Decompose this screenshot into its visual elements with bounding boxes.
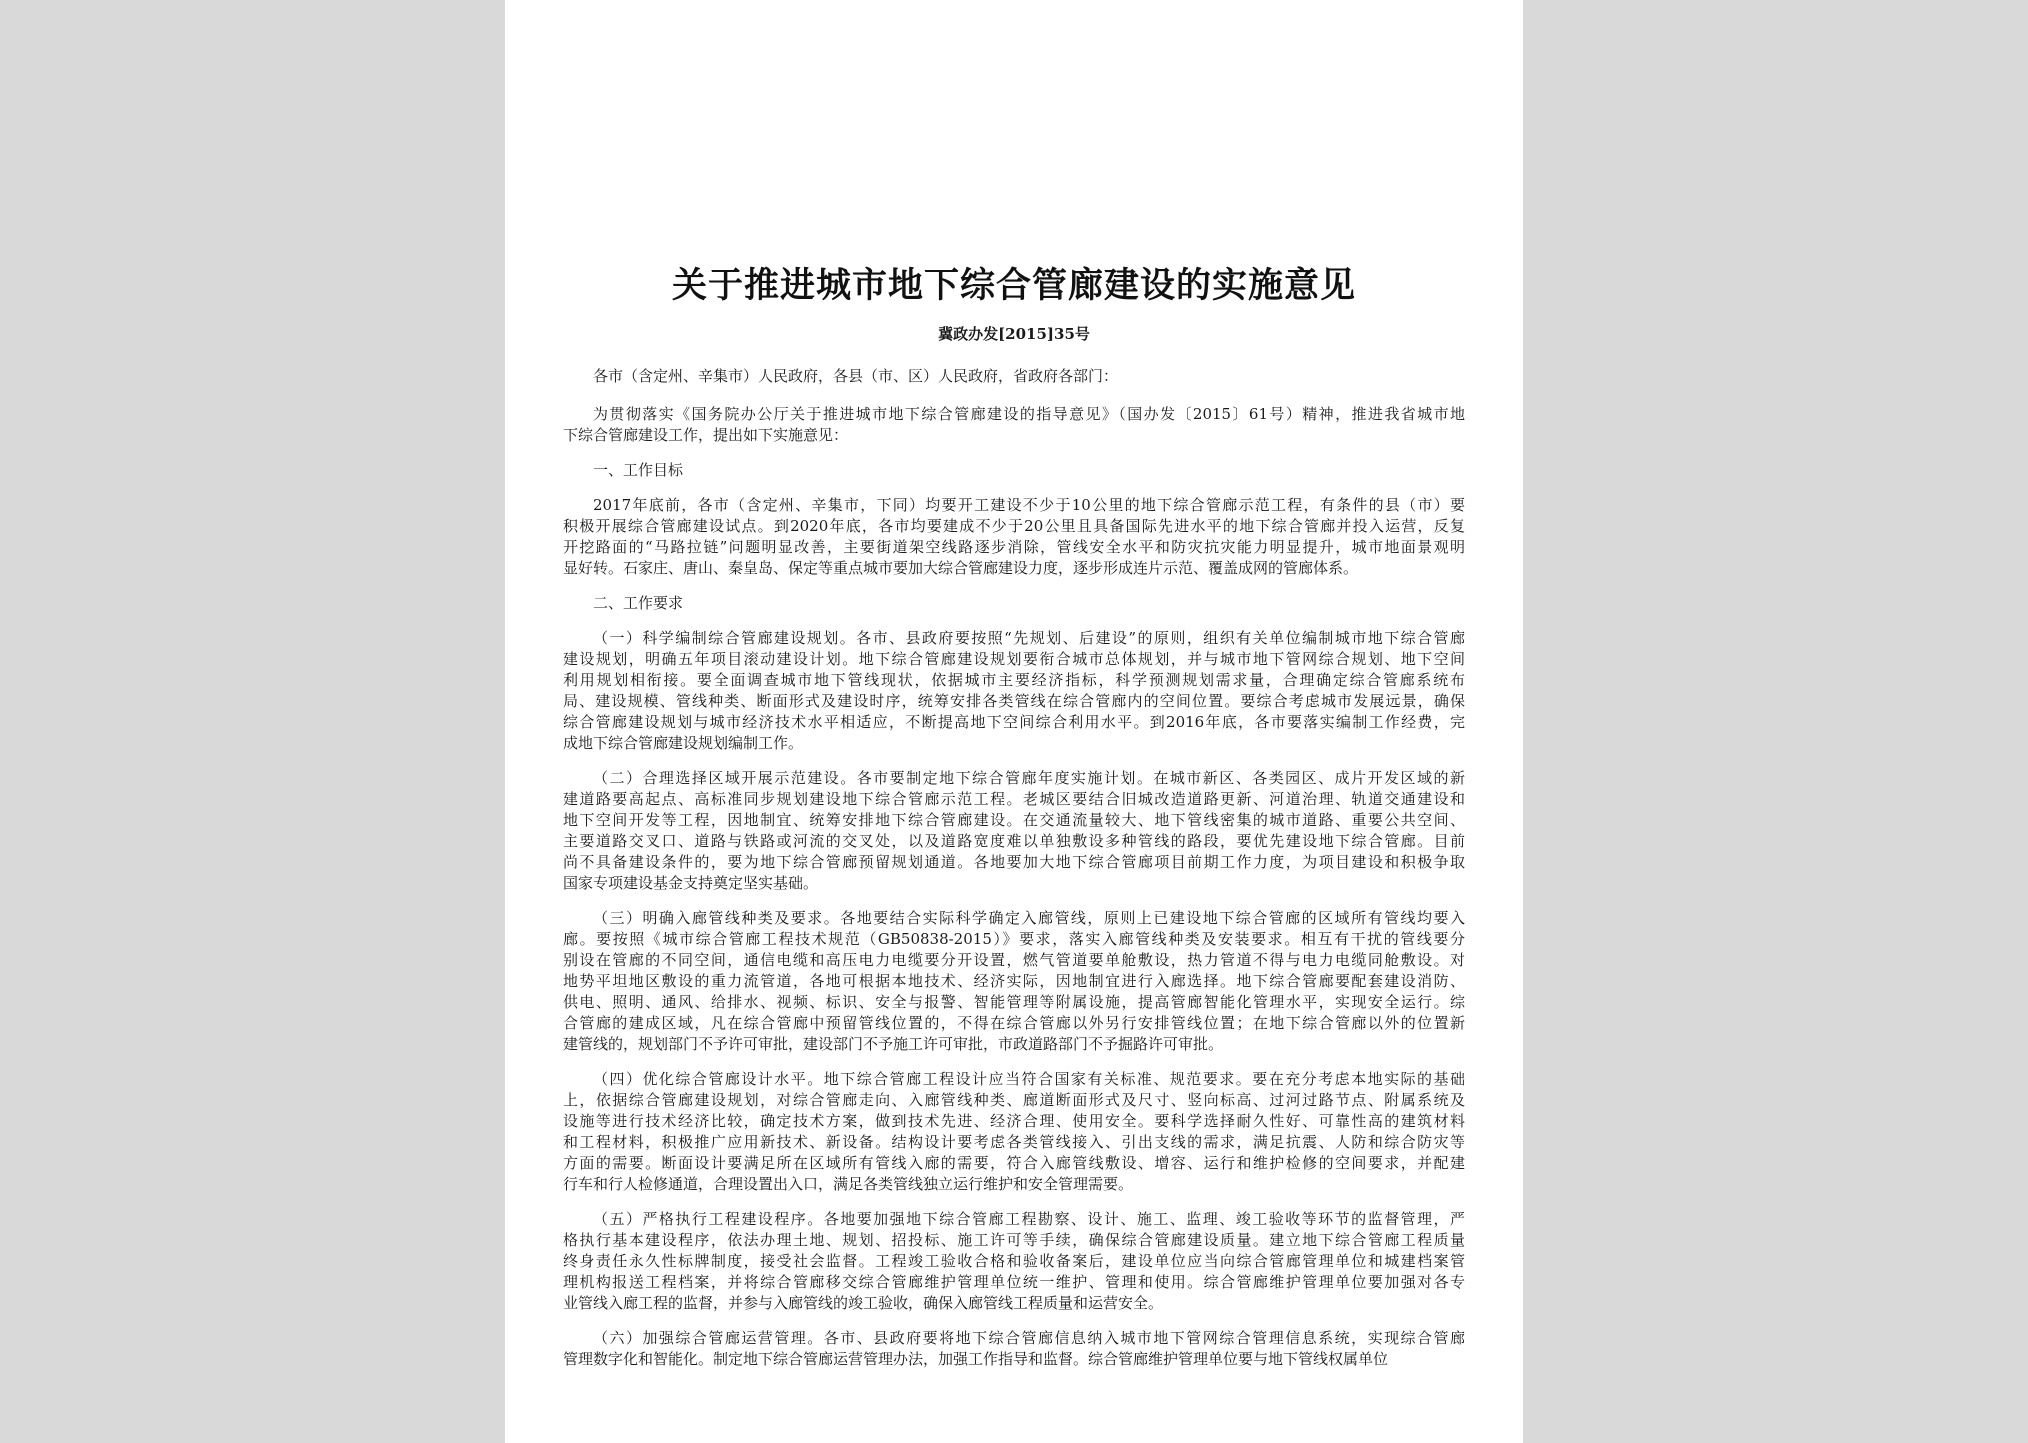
paragraph-line: 建道路要高起点、高标准同步规划建设地下综合管廊示范工程。老城区要结合旧城改造道路更新、河道治理、轨道交通建设和 bbox=[563, 790, 1465, 808]
paragraph-line: 廊。要按照《城市综合管廊工程技术规范（GB50838-2015）》要求，落实入廊管线种类及安装要求。相互有干扰的管线要分 bbox=[563, 930, 1465, 948]
paragraph-line: （四）优化综合管廊设计水平。地下综合管廊工程设计应当符合国家有关标准、规范要求。要在充分考虑本地实际的基础 bbox=[593, 1070, 1465, 1088]
paragraph-line: 积极开展综合管廊建设试点。到2020年底，各市均要建成不少于20公里且具备国际先进水平的地下综合管廊并投入运营，反复 bbox=[563, 517, 1465, 535]
paragraph bbox=[563, 908, 1465, 1055]
paragraph-line: 成地下综合管廊建设规划编制工作。 bbox=[563, 734, 804, 752]
document-title: 关于推进城市地下综合管廊建设的实施意见 bbox=[671, 265, 1356, 306]
paragraph-line: 别设在管廊的不同空间，通信电缆和高压电力电缆要分开设置，燃气管道要单舱敷设，热力管道不得与电力电缆同舱敷设。对 bbox=[563, 951, 1465, 969]
section-heading: 一、工作目标 bbox=[593, 461, 684, 479]
paragraph-line: 管理数字化和智能化。制定地下综合管廊运营管理办法，加强工作指导和监督。综合管廊维护管理单位要与地下管线权属单位 bbox=[563, 1350, 1389, 1368]
paragraph-line: 2017年底前，各市（含定州、辛集市，下同）均要开工建设不少于10公里的地下综合管廊示范工程，有条件的县（市）要 bbox=[593, 496, 1465, 514]
paragraph bbox=[563, 404, 1465, 446]
document-body bbox=[563, 404, 1465, 1370]
paragraph-line: 地下空间开发等工程，因地制宜、统筹安排地下综合管廊建设。在交通流量较大、地下管线密集的城市道路、重要公共空间、 bbox=[563, 811, 1465, 829]
paragraph bbox=[563, 628, 1465, 754]
paragraph-line: 上，依据综合管廊建设规划，对综合管廊走向、入廊管线种类、廊道断面形式及尺寸、竖向标高、过河过路节点、附属系统及 bbox=[563, 1091, 1465, 1109]
paragraph-line: 方面的需要。断面设计要满足所在区域所有管线入廊的需要，符合入廊管线敷设、增容、运行和维护检修的空间要求，并配建 bbox=[563, 1154, 1465, 1172]
document-greeting: 各市（含定州、辛集市）人民政府，各县（市、区）人民政府，省政府各部门： bbox=[593, 367, 1119, 385]
paragraph-line: 格执行基本建设程序，依法办理土地、规划、招投标、施工许可等手续，确保综合管廊建设质量。建立地下综合管廊工程质量 bbox=[563, 1231, 1465, 1249]
paragraph-line: 开挖路面的“马路拉链”问题明显改善，主要街道架空线路逐步消除，管线安全水平和防灾抗灾能力明显提升，城市地面景观明 bbox=[563, 538, 1465, 556]
paragraph-line: 和工程材料，积极推广应用新技术、新设备。结构设计要考虑各类管线接入、引出支线的需求，满足抗震、人防和综合防灾等 bbox=[563, 1133, 1465, 1151]
paragraph-line: 主要道路交叉口、道路与铁路或河流的交叉处，以及道路宽度难以单独敷设多种管线的路段，要优先建设地下综合管廊。目前 bbox=[563, 832, 1465, 850]
paragraph-line: 下综合管廊建设工作，提出如下实施意见： bbox=[563, 426, 849, 444]
paragraph bbox=[563, 768, 1465, 894]
paragraph-line: （六）加强综合管廊运营管理。各市、县政府要将地下综合管廊信息纳入城市地下管网综合管理信息系统，实现综合管廊 bbox=[593, 1329, 1465, 1347]
section-heading: 二、工作要求 bbox=[593, 594, 684, 612]
paragraph bbox=[563, 1069, 1465, 1195]
paragraph bbox=[563, 1328, 1465, 1370]
paragraph-line: 利用规划相衔接。要全面调查城市地下管线现状，依据城市主要经济指标，科学预测规划需求量，合理确定综合管廊系统布 bbox=[563, 671, 1465, 689]
paragraph-line: 建管线的，规划部门不予许可审批，建设部门不予施工许可审批，市政道路部门不予掘路许可审批。 bbox=[563, 1035, 1224, 1053]
paragraph-line: （二）合理选择区域开展示范建设。各市要制定地下综合管廊年度实施计划。在城市新区、各类园区、成片开发区域的新 bbox=[593, 769, 1465, 787]
document-number: 冀政办发[2015]35号 bbox=[938, 325, 1090, 343]
paragraph bbox=[563, 1209, 1465, 1314]
paragraph bbox=[563, 495, 1465, 579]
paragraph-line: 建设规划，明确五年项目滚动建设计划。地下综合管廊建设规划要衔合城市总体规划，并与城市地下管网综合规划、地下空间 bbox=[563, 650, 1465, 668]
paragraph-line: 合管廊的建成区域，凡在综合管廊中预留管线位置的，不得在综合管廊以外另行安排管线位置；在地下综合管廊以外的位置新 bbox=[563, 1014, 1465, 1032]
paragraph-line: 显好转。石家庄、唐山、秦皇岛、保定等重点城市要加大综合管廊建设力度，逐步形成连片示范、覆盖成网的管廊体系。 bbox=[563, 559, 1359, 577]
paragraph-line: 理机构报送工程档案，并将综合管廊移交综合管廊维护管理单位统一维护、管理和使用。综合管廊维护管理单位要加强对各专 bbox=[563, 1273, 1465, 1291]
paragraph-line: 终身责任永久性标牌制度，接受社会监督。工程竣工验收合格和验收备案后，建设单位应当向综合管廊管理单位和城建档案管 bbox=[563, 1252, 1465, 1270]
paragraph-line: 国家专项建设基金支持奠定坚实基础。 bbox=[563, 874, 819, 892]
paragraph-line: 地势平坦地区敷设的重力流管道，各地可根据本地技术、经济实际，因地制宜进行入廊选择。地下综合管廊要配套建设消防、 bbox=[563, 972, 1465, 990]
paragraph-line: 尚不具备建设条件的，要为地下综合管廊预留规划通道。各地要加大地下综合管廊项目前期工作力度，为项目建设和积极争取 bbox=[563, 853, 1465, 871]
paragraph-line: 供电、照明、通风、给排水、视频、标识、安全与报警、智能管理等附属设施，提高管廊智能化管理水平，实现安全运行。综 bbox=[563, 993, 1465, 1011]
paragraph-line: 局、建设规模、管线种类、断面形式及建设时序，统筹安排各类管线在综合管廊内的空间位置。要综合考虑城市发展远景，确保 bbox=[563, 692, 1465, 710]
paragraph-line: （五）严格执行工程建设程序。各地要加强地下综合管廊工程勘察、设计、施工、监理、竣工验收等环节的监督管理，严 bbox=[593, 1210, 1465, 1228]
paragraph-line: （三）明确入廊管线种类及要求。各地要结合实际科学确定入廊管线，原则上已建设地下综合管廊的区域所有管线均要入 bbox=[593, 909, 1465, 927]
document-page bbox=[505, 0, 1523, 1443]
paragraph-line: （一）科学编制综合管廊建设规划。各市、县政府要按照“先规划、后建设”的原则，组织有关单位编制城市地下综合管廊 bbox=[593, 629, 1465, 647]
paragraph-line: 业管线入廊工程的监督，并参与入廊管线的竣工验收，确保入廊管线工程质量和运营安全。 bbox=[563, 1294, 1164, 1312]
paragraph-line: 行车和行人检修通道，合理设置出入口，满足各类管线独立运行维护和安全管理需要。 bbox=[563, 1175, 1134, 1193]
paragraph-line: 为贯彻落实《国务院办公厅关于推进城市地下综合管廊建设的指导意见》（国办发〔2015〕61号）精神，推进我省城市地 bbox=[593, 405, 1465, 423]
paragraph-line: 综合管廊建设规划与城市经济技术水平相适应，不断提高地下空间综合利用水平。到2016年底，各市要落实编制工作经费，完 bbox=[563, 713, 1465, 731]
paragraph-line: 设施等进行技术经济比较，确定技术方案，做到技术先进、经济合理、使用安全。要科学选择耐久性好、可靠性高的建筑材料 bbox=[563, 1112, 1465, 1130]
